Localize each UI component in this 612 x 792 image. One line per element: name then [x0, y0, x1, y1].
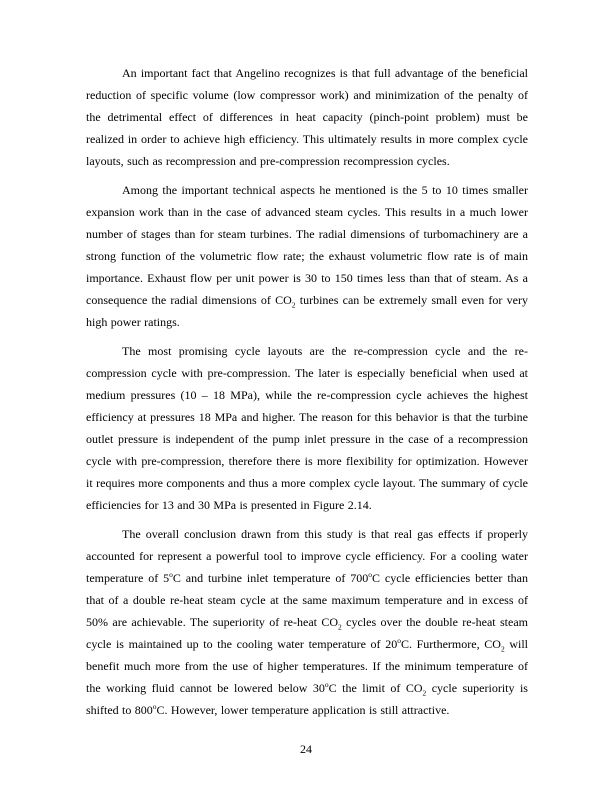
paragraph-promising-cycle-layouts: The most promising cycle layouts are the re-compression cycle and the re-compression cycle with pre-compression. The later is especially beneficial when used at medium pressures (10 – 18 MPa), while the re-compression cycle achieves the highest efficiency at pressures 18 MPa and higher. The reason for this behavior is that the turbine outlet pressure is independent of the pump inlet pressure in the case of a recompression cycle with pre-compression, therefore there is more flexibility for optimization. However it requires more components and thus a more complex cycle layout. The summary of cycle efficiencies for 13 and 30 MPa is presented in Figure 2.14. [86, 344, 528, 512]
paragraph-overall-conclusion: The overall conclusion drawn from this study is that real gas effects if properly accounted for represent a powerful tool to improve cycle efficiency. For a cooling water temperature of 5$^o$C and turbine inlet temperature of 700$^o$C cycle efficiencies better than that of a double re-heat steam cycle at the same maximum temperature and in excess of 50% are achievable. The superiority of re-heat $CO_2$ cycles over the double re-heat steam cycle is maintained up to the cooling water temperature of 20$^o$C. Furthermore, $CO_2$ will benefit much more from the use of higher temperatures. If the minimum temperature of the working fluid cannot be lowered below 30$^o$C the limit of $CO_2$ cycle superiority is shifted to 800$^o$C. However, lower temperature application is still attractive. [86, 527, 528, 717]
paragraph-angelino-beneficial-reduction: An important fact that Angelino recognizes is that full advantage of the beneficial reduction of specific volume (low compressor work) and minimization of the penalty of the detrimental effect of differences in heat capacity (pinch-point problem) must be realized in order to achieve high efficiency. This ultimately results in more complex cycle layouts, such as recompression and pre-compression recompression cycles. [86, 66, 528, 168]
paragraph-technical-aspects: Among the important technical aspects he mentioned is the 5 to 10 times smaller expansion work than in the case of advanced steam cycles. This results in a much lower number of stages than for steam turbines. The radial dimensions of turbomachinery are a strong function of the volumetric flow rate; the exhaust volumetric flow rate is of main importance. Exhaust flow per unit power is 30 to 150 times less than that of steam. As a consequence the radial dimensions of $CO_2$ turbines can be extremely small even for very high power ratings. [86, 183, 528, 329]
page-number: 24 [300, 742, 312, 756]
body-text [86, 62, 528, 728]
